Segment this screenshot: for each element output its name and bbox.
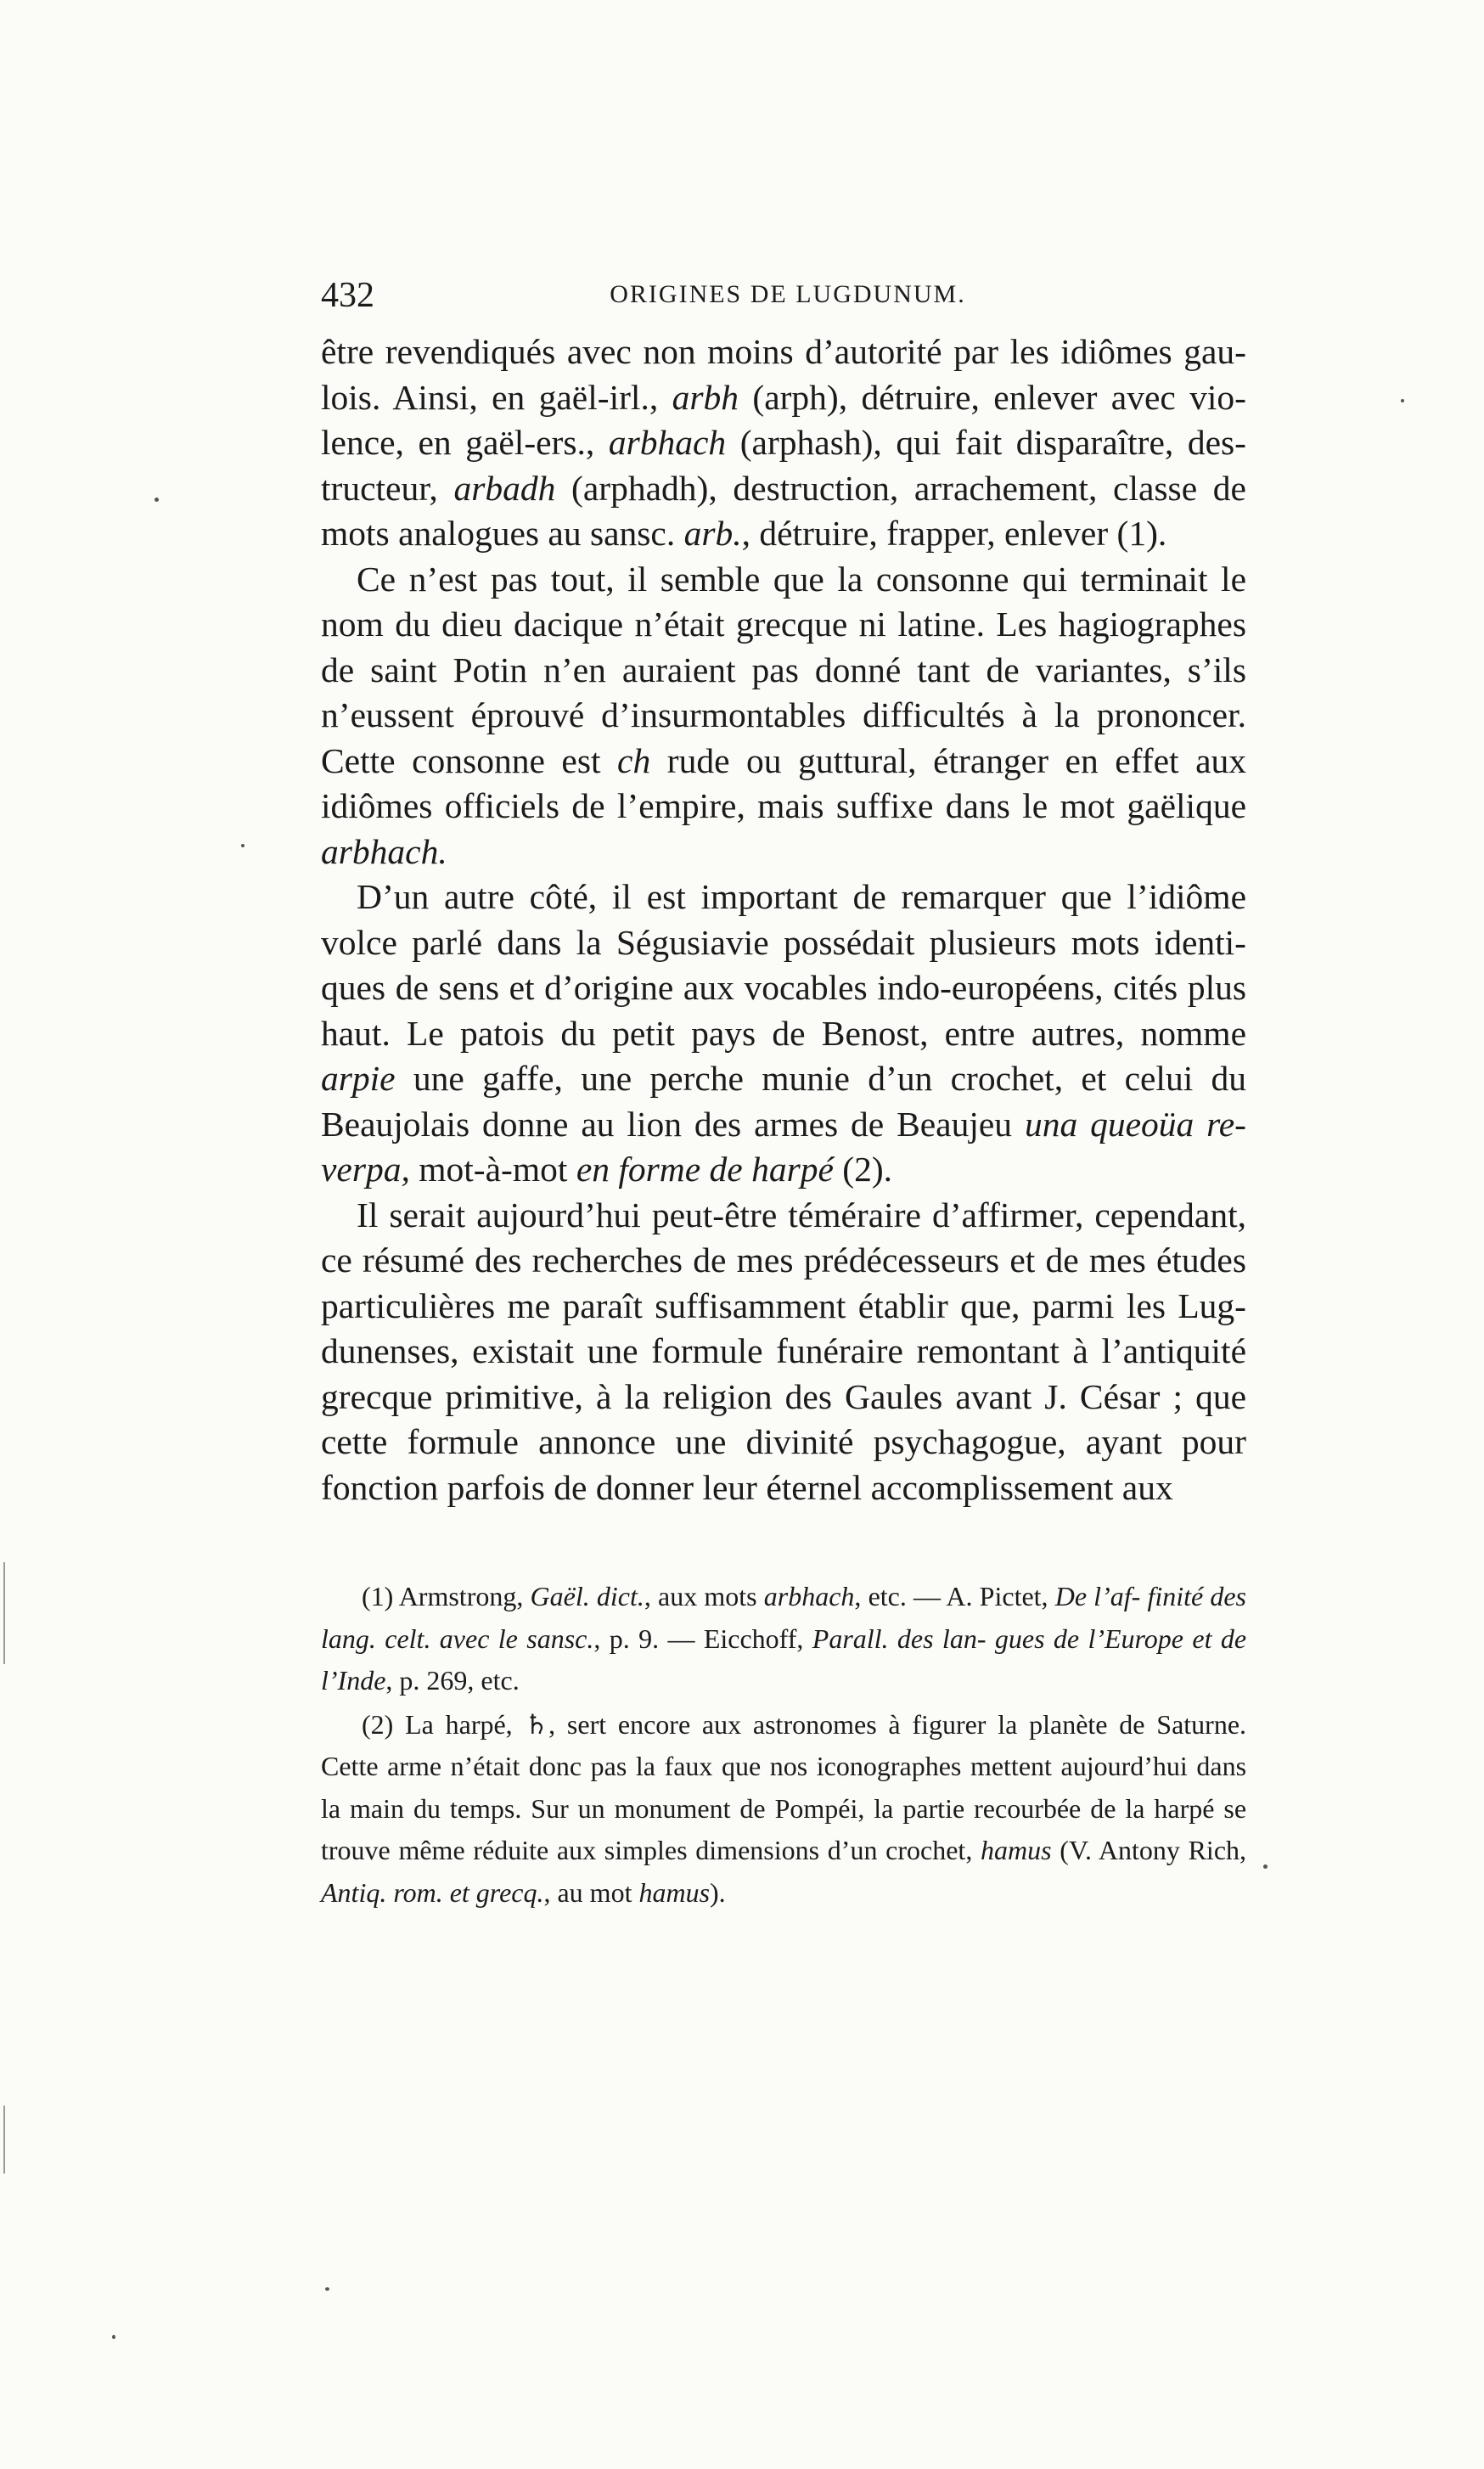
italic-term: Antiq. rom. et grecq. bbox=[321, 1876, 544, 1908]
italic-term: en forme de harpé bbox=[576, 1150, 834, 1189]
scan-speck bbox=[1401, 399, 1404, 402]
italic-term: De l’af- bbox=[1054, 1581, 1141, 1611]
scan-speck bbox=[241, 844, 245, 847]
italic-term: verpa, bbox=[321, 1150, 410, 1189]
italic-term: una queoüa re- bbox=[1024, 1104, 1246, 1144]
scan-margin-line bbox=[3, 1562, 5, 1664]
italic-term: arb. bbox=[683, 514, 742, 553]
italic-term: arpie bbox=[321, 1059, 396, 1098]
text-line: nom du dieu dacique n’était grecque ni latine. Les hagiographes bbox=[321, 605, 1246, 644]
text-line: Beaujolais donne au lion des armes de Beaujeu una queoüa re- bbox=[321, 1104, 1246, 1144]
text-line: arpie une gaffe, une perche munie d’un crochet, et celui du bbox=[321, 1059, 1246, 1098]
italic-term: finité des lang. celt. avec le sansc. bbox=[321, 1581, 1247, 1654]
italic-term: gues de l’Europe et de l’Inde bbox=[321, 1623, 1247, 1696]
text-line: être revendiqués avec non moins d’autorité par les idiômes gau- bbox=[321, 332, 1246, 371]
text-line: finité des lang. celt. avec le sansc., p. 9. — Eicchoff, Parall. des lan- bbox=[321, 1581, 1247, 1654]
italic-term: Parall. des lan- bbox=[812, 1623, 987, 1654]
text-line: de saint Potin n’en auraient pas donné tant de variantes, s’ils bbox=[321, 650, 1246, 689]
text-line: tructeur, arbadh (arphadh), destruction, arrachement, classe de bbox=[321, 468, 1246, 508]
text-line: aujourd’hui dans la main du temps. Sur un monument de Pompéi, la partie bbox=[321, 1751, 1247, 1824]
text-line: cette formule annonce une divinité psychagogue, ayant pour bbox=[321, 1422, 1246, 1461]
scan-margin-line bbox=[3, 2106, 5, 2174]
running-head: ORIGINES DE LUGDUNUM. bbox=[610, 280, 966, 308]
body-text bbox=[321, 329, 1246, 1510]
italic-term: arbhach. bbox=[321, 831, 447, 871]
text-line: Saturne. Cette arme n’était donc pas la faux que nos iconographes mettent bbox=[321, 1708, 1247, 1781]
text-line: Il serait aujourd’hui peut-être téméraire d’affirmer, cependant, bbox=[357, 1195, 1246, 1234]
text-line: particulières me paraît suffisamment établir que, parmi les Lug- bbox=[321, 1285, 1246, 1325]
text-line: mots analogues au sansc. arb., détruire, frapper, enlever (1). bbox=[321, 514, 1167, 553]
footnotes bbox=[321, 1576, 1246, 1914]
text-line: dunenses, existait une formule funéraire remontant à l’antiquité bbox=[321, 1331, 1246, 1370]
italic-term: arbh bbox=[672, 377, 739, 417]
text-line: n’eussent éprouvé d’insurmontables difficultés à la prononcer. bbox=[321, 695, 1246, 734]
text-line: lois. Ainsi, en gaël-irl., arbh (arph), détruire, enlever avec vio- bbox=[321, 377, 1247, 417]
scan-speck bbox=[112, 2335, 115, 2339]
text-line: grecque primitive, à la religion des Gaules avant J. César ; que bbox=[321, 1376, 1246, 1416]
text-line bbox=[321, 832, 447, 871]
text-line: D’un autre côté, il est important de remarquer que l’idiôme bbox=[357, 877, 1246, 916]
text-line: recourbée de la harpé se trouve même réduite aux simples dimensions bbox=[321, 1792, 1247, 1865]
text-line: haut. Le patois du petit pays de Benost, entre autres, nomme bbox=[321, 1013, 1246, 1053]
footnote-2 bbox=[321, 1704, 1246, 1915]
scan-speck bbox=[155, 498, 159, 502]
paragraph-2 bbox=[321, 557, 1246, 875]
text-line: (2) La harpé, ♄, sert encore aux astronomes à figurer la planète de bbox=[362, 1708, 1145, 1740]
paragraph-3 bbox=[321, 875, 1246, 1193]
italic-term: Gaël. dict. bbox=[530, 1581, 644, 1611]
text-line: ce résumé des recherches de mes prédécesseurs et de mes études bbox=[321, 1240, 1246, 1279]
paragraph-1 bbox=[321, 329, 1246, 557]
italic-term: ch bbox=[617, 740, 651, 780]
italic-term: arbhach bbox=[763, 1581, 855, 1611]
scan-speck bbox=[325, 2287, 329, 2291]
text-line: verpa, mot-à-mot en forme de harpé (2). bbox=[321, 1150, 893, 1189]
text-line: (1) Armstrong, Gaël. dict., aux mots arbhach, etc. — A. Pictet, De l’af- bbox=[362, 1581, 1141, 1611]
text-line: lence, en gaël-ers., arbhach (arphash), qui fait disparaître, des- bbox=[321, 423, 1246, 462]
text-line: Ce n’est pas tout, il semble que la consonne qui terminait le bbox=[357, 559, 1246, 599]
text-line: ques de sens et d’origine aux vocables indo-européens, cités plus bbox=[321, 968, 1246, 1007]
scan-speck bbox=[1263, 1864, 1268, 1869]
text-line: gues de l’Europe et de l’Inde, p. 269, etc. bbox=[321, 1623, 1247, 1696]
text-line: Cette consonne est ch rude ou guttural, étranger en effet bbox=[321, 740, 1179, 780]
italic-term: hamus bbox=[981, 1835, 1052, 1865]
footnote-1 bbox=[321, 1576, 1246, 1702]
text-line: hamus). bbox=[638, 1876, 726, 1908]
italic-term: hamus bbox=[638, 1876, 711, 1908]
text-line: d’un crochet, hamus (V. Antony Rich, Antiq. rom. et grecq., au mot bbox=[321, 1835, 1247, 1908]
italic-term: arbhach bbox=[608, 423, 727, 462]
text-line: fonction parfois de donner leur éternel accomplissement aux bbox=[321, 1467, 1173, 1507]
paragraph-4 bbox=[321, 1193, 1246, 1511]
page-header bbox=[321, 275, 1255, 326]
page-number: 432 bbox=[321, 276, 374, 315]
italic-term: arbadh bbox=[453, 468, 556, 508]
text-line: aux idiômes officiels de l’empire, mais suffixe dans le mot gaëlique bbox=[321, 740, 1246, 825]
text-line: volce parlé dans la Ségusiavie possédait plusieurs mots identi- bbox=[321, 922, 1246, 962]
